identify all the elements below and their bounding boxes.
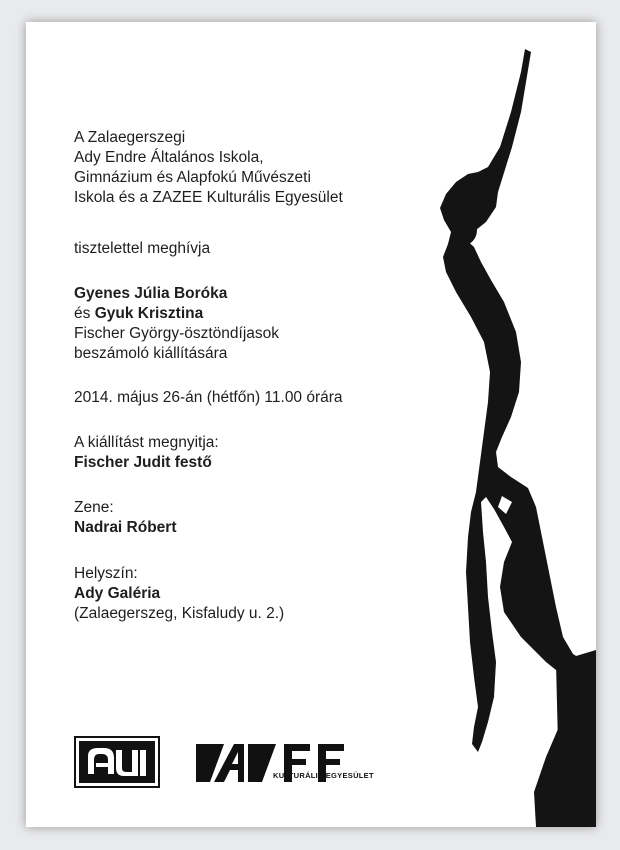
- event-line-2: beszámoló kiállítására: [74, 345, 228, 362]
- venue-name: Ady Galéria: [74, 585, 161, 602]
- venue-label: Helyszín:: [74, 565, 138, 582]
- artist-name-2: Gyuk Krisztina: [94, 305, 204, 322]
- event-date: 2014. május 26-án (hétfőn) 11.00 órára: [74, 389, 343, 406]
- event-line-1: Fischer György-ösztöndíjasok: [74, 325, 280, 342]
- music-name: Nadrai Róbert: [74, 519, 177, 536]
- organizer-line-3: Gimnázium és Alapfokú Művészeti: [74, 169, 311, 186]
- zazee-logo: [192, 738, 382, 788]
- ady-school-logo: [74, 736, 160, 788]
- artist-name-1: Gyenes Júlia Boróka: [74, 285, 228, 302]
- invitation-card: [26, 22, 596, 827]
- music-label: Zene:: [74, 499, 114, 516]
- organizer-line-2: Ady Endre Általános Iskola,: [74, 149, 264, 166]
- opening-name: Fischer Judit festő: [74, 454, 212, 471]
- greeting: tisztelettel meghívja: [74, 240, 211, 257]
- organizer-line-4: Iskola és a ZAZEE Kulturális Egyesület: [74, 189, 343, 206]
- and-word: és: [74, 305, 91, 322]
- venue-address: (Zalaegerszeg, Kisfaludy u. 2.): [74, 605, 285, 622]
- zazee-subtitle: KULTURÁLIS EGYESÜLET: [273, 771, 374, 780]
- organizer-line-1: A Zalaegerszegi: [74, 129, 186, 146]
- opening-label: A kiállítást megnyitja:: [74, 434, 219, 451]
